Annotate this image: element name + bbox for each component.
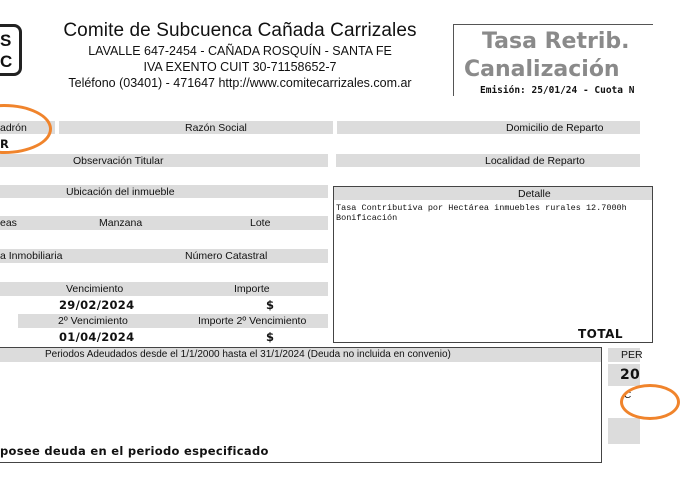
importe-segundo-label: Importe 2º Vencimiento bbox=[198, 315, 307, 327]
total-label: TOTAL bbox=[578, 327, 624, 341]
vencimiento-label: Vencimiento bbox=[66, 283, 124, 295]
periodos-adeudados-label: Periodos Adeudados desde el 1/1/2000 hasta el 31/1/2024 (Deuda no incluida en convenio) bbox=[45, 349, 451, 360]
padron-label: adrón bbox=[0, 122, 27, 134]
right-lower-cell bbox=[608, 418, 640, 444]
vencimiento-1-value: 29/02/2024 bbox=[59, 298, 135, 312]
highlight-circle-right bbox=[620, 384, 680, 420]
domicilio-reparto-label: Domicilio de Reparto bbox=[506, 122, 604, 134]
doc-title-line1: Tasa Retrib. bbox=[482, 29, 630, 54]
periodo-right-label: PER bbox=[621, 349, 643, 361]
periodo-right-year: 20 bbox=[620, 367, 641, 383]
debt-message: posee deuda en el periodo especificado bbox=[0, 444, 269, 458]
detalle-box bbox=[333, 186, 653, 343]
logo-letter-c: C bbox=[0, 52, 13, 71]
title-box bbox=[453, 24, 653, 96]
vencimiento-bar bbox=[0, 282, 328, 296]
lote-label: Lote bbox=[250, 217, 271, 229]
org-contact: Teléfono (03401) - 471647 http://www.comitecarrizales.com.ar bbox=[68, 76, 412, 90]
manzana-label: Manzana bbox=[99, 217, 143, 229]
ubicacion-inmueble-label: Ubicación del inmueble bbox=[66, 186, 175, 198]
lote-bar bbox=[0, 216, 328, 230]
org-tax-id: IVA EXENTO CUIT 30-71158652-7 bbox=[143, 60, 337, 74]
importe-2-value: $ bbox=[266, 330, 275, 344]
detalle-label: Detalle bbox=[518, 188, 551, 200]
vencimiento-2-value: 01/04/2024 bbox=[59, 330, 135, 344]
right-small-value: C bbox=[624, 390, 632, 401]
observacion-titular-label: Observación Titular bbox=[73, 155, 164, 167]
logo-letter-s: S bbox=[0, 31, 12, 50]
org-header bbox=[30, 20, 450, 90]
company-logo bbox=[0, 24, 22, 76]
highlight-circle-padron bbox=[0, 104, 52, 154]
importe-1-value: $ bbox=[266, 298, 275, 312]
org-name: Comite de Subcuenca Cañada Carrizales bbox=[63, 20, 417, 41]
detalle-line-2: Bonificación bbox=[336, 213, 398, 223]
periodos-box bbox=[0, 347, 602, 463]
razon-social-label: Razón Social bbox=[185, 122, 247, 134]
localidad-reparto-label: Localidad de Reparto bbox=[485, 155, 585, 167]
numero-catastral-label: Número Catastral bbox=[185, 250, 268, 262]
detalle-line-1: Tasa Contributiva por Hectárea inmuebles rurales 12.7000h bbox=[336, 203, 627, 213]
padron-value: R bbox=[0, 137, 10, 151]
doc-title-line2: Canalización bbox=[464, 57, 620, 82]
observacion-bar bbox=[0, 154, 328, 167]
emission-date: Emisión: 25/01/24 - Cuota N bbox=[480, 85, 635, 96]
hectareas-label: eas bbox=[0, 217, 17, 229]
segundo-vencimiento-label: 2º Vencimiento bbox=[58, 315, 128, 327]
inmobiliaria-label: a Inmobiliaria bbox=[0, 250, 63, 262]
org-address: LAVALLE 647-2454 - CAÑADA ROSQUÍN - SANTA FE bbox=[88, 44, 392, 58]
importe-label: Importe bbox=[234, 283, 270, 295]
